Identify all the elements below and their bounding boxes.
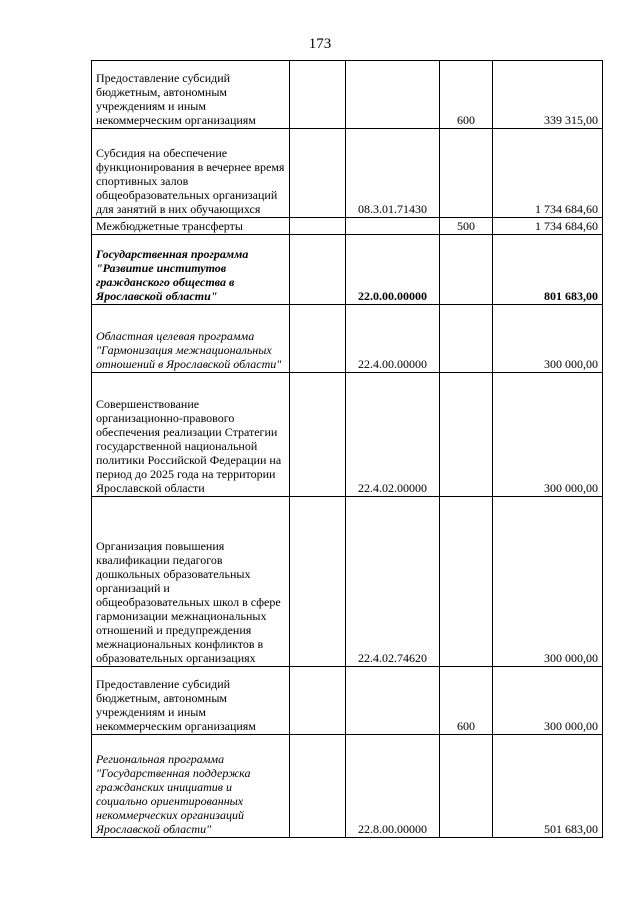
row-amount: 300 000,00 [493,497,603,667]
table-row [92,235,603,305]
row-code [346,667,440,735]
table-row [92,129,603,218]
row-subcode [290,735,346,838]
row-subcode [290,235,346,305]
row-subcode [290,305,346,373]
row-name: Предоставление субсидий бюджетным, автономным учреждениям и иным некоммерческим организациям [92,667,290,735]
row-code: 22.0.00.00000 [346,235,440,305]
row-subcode [290,61,346,129]
row-code [346,61,440,129]
row-amount: 1 734 684,60 [493,218,603,235]
row-code: 22.8.00.00000 [346,735,440,838]
row-subcode [290,129,346,218]
row-name: Государственная программа "Развитие институтов гражданского общества в Ярославской области" [92,235,290,305]
table-row [92,735,603,838]
row-amount: 300 000,00 [493,667,603,735]
row-name: Предоставление субсидий бюджетным, автономным учреждениям и иным некоммерческим организациям [92,61,290,129]
row-type: 500 [440,218,493,235]
row-name: Организация повышения квалификации педагогов дошкольных образовательных организаций и общеобразовательных школ в сфере гармонизации межнациональных отношений и предупреждения межнациональных конфликтов в образовательных организациях [92,497,290,667]
row-code [346,218,440,235]
row-name: Областная целевая программа "Гармонизация межнациональных отношений в Ярославской области" [92,305,290,373]
row-subcode [290,497,346,667]
row-type [440,497,493,667]
row-code: 22.4.02.74620 [346,497,440,667]
row-subcode [290,218,346,235]
table-row [92,497,603,667]
row-name: Региональная программа "Государственная поддержка гражданских инициатив и социально ориентированных некоммерческих организаций Ярославской области" [92,735,290,838]
row-subcode [290,667,346,735]
row-code: 22.4.00.00000 [346,305,440,373]
row-code: 08.3.01.71430 [346,129,440,218]
table-row [92,667,603,735]
row-amount: 1 734 684,60 [493,129,603,218]
row-name: Совершенствование организационно-правового обеспечения реализации Стратегии государственной национальной политики Российской Федерации на период до 2025 года на территории Ярославской области [92,373,290,497]
budget-table [91,60,603,838]
row-subcode [290,373,346,497]
row-amount: 300 000,00 [493,373,603,497]
row-amount: 300 000,00 [493,305,603,373]
row-amount: 339 315,00 [493,61,603,129]
page-number: 173 [308,36,332,52]
row-type [440,305,493,373]
row-name: Межбюджетные трансферты [92,218,290,235]
row-type [440,735,493,838]
row-code: 22.4.02.00000 [346,373,440,497]
row-type [440,373,493,497]
row-type [440,235,493,305]
table-row [92,61,603,129]
row-type [440,129,493,218]
row-name: Субсидия на обеспечение функционирования в вечернее время спортивных залов общеобразовательных организаций для занятий в них обучающихся [92,129,290,218]
row-type: 600 [440,61,493,129]
row-amount: 801 683,00 [493,235,603,305]
table-row [92,373,603,497]
row-type: 600 [440,667,493,735]
table-row [92,305,603,373]
row-amount: 501 683,00 [493,735,603,838]
table-row [92,218,603,235]
